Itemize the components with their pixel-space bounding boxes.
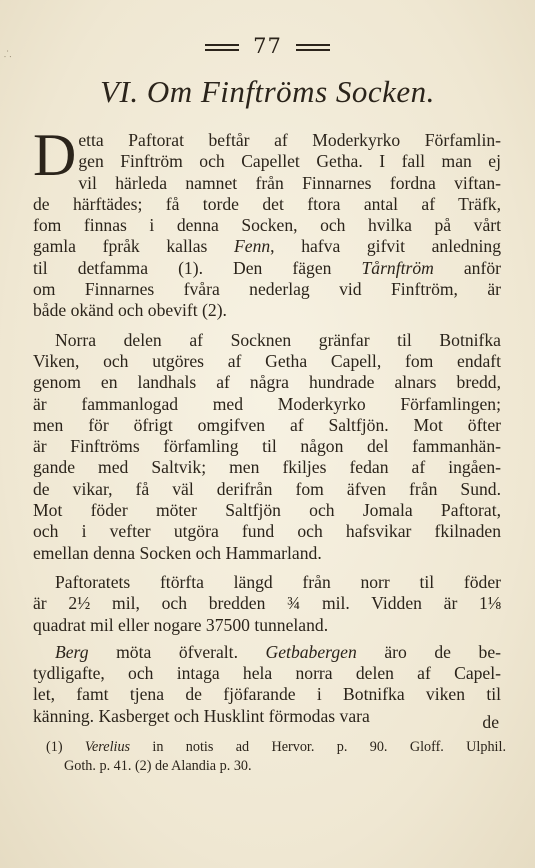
text-run: känning. Kasberget och Husklint förmodas vara	[33, 705, 370, 726]
text-line	[33, 215, 501, 236]
text-run: både okänd och obevift (2).	[33, 300, 227, 321]
paragraph	[33, 642, 501, 727]
text-line	[33, 394, 501, 415]
text-line	[33, 663, 501, 684]
text-line	[33, 258, 501, 279]
text-run: äro de be-	[356, 641, 501, 662]
text-run: Norra delen af Socknen gränfar til Botnifka	[55, 329, 501, 350]
text-line	[33, 330, 501, 351]
text-run: , hafva gifvit anledning	[270, 236, 501, 257]
text-run: om Finnarnes fvåra nederlag vid Finftröm, är	[33, 279, 501, 300]
text-run: tydligafte, och intaga hela norra delen af Capel-	[33, 663, 501, 684]
margin-mark: ⸫	[4, 50, 12, 60]
text-line	[33, 479, 501, 500]
paragraph	[33, 122, 501, 322]
text-run: de härftädes; få torde det ftora antal af Träfk,	[33, 193, 501, 214]
text-run: vil härleda namnet från Finnarnes fordna viftan-	[78, 172, 501, 193]
text-line	[33, 279, 501, 300]
header-rule-right	[296, 44, 330, 51]
text-line	[78, 151, 501, 172]
text-line	[33, 372, 501, 393]
text-line	[33, 543, 501, 564]
text-line	[33, 457, 501, 478]
footnote-line	[46, 738, 506, 757]
section-title: VI. Om Finftröms Socken.	[100, 74, 435, 109]
text-line	[33, 500, 501, 521]
text-run: let, famt tjena de fjöfarande i Botnifka viken til	[33, 684, 501, 705]
text-line	[33, 300, 501, 321]
footnote-line	[46, 757, 506, 776]
text-line	[78, 173, 501, 194]
text-line	[33, 706, 501, 727]
text-run: är fammanlogad med Moderkyrko Förfamlingen;	[33, 393, 501, 414]
italic-run: Fenn	[234, 236, 271, 257]
text-line	[33, 684, 501, 705]
text-line	[33, 593, 501, 614]
body-text	[33, 122, 501, 727]
text-run: Goth. p. 41. (2) de Alandia p. 30.	[64, 758, 252, 774]
text-run: är 2½ mil, och bredden ¾ mil. Vidden är 1⅛	[33, 593, 501, 614]
text-run: de vikar, få väl derifrån fom äfven från Sund.	[33, 478, 501, 499]
text-run: etta Paftorat beftår af Moderkyrko Förfamlin-	[78, 130, 501, 150]
text-run: men för öfrigt omgifven af Saltfjön. Mot öfter	[33, 414, 501, 435]
text-run: gen Finftröm och Capellet Getha. I fall man ej	[78, 151, 501, 172]
text-run: gande med Saltvik; men fkiljes fedan af ingåen-	[33, 457, 501, 478]
text-run: är Finftröms förfamling til någon del fammanhän-	[33, 436, 501, 457]
italic-run: Tårnftröm	[361, 257, 434, 278]
text-run: gamla fpråk kallas	[33, 236, 235, 257]
drop-cap: D	[33, 122, 77, 188]
page-number: 77	[253, 34, 282, 58]
text-line	[33, 521, 501, 542]
header-rule-left	[205, 44, 239, 51]
text-line	[33, 642, 501, 663]
text-run: anför	[433, 257, 501, 278]
text-run: Viken, och utgöres af Getha Capell, fom endaft	[33, 350, 501, 371]
text-run: Mot föder möter Saltfjön och Jomala Paftorat,	[33, 500, 501, 521]
italic-run: Verelius	[84, 739, 131, 755]
paragraph	[33, 572, 501, 636]
text-line	[33, 351, 501, 372]
text-run: in notis ad Hervor. p. 90. Gloff. Ulphil.	[130, 739, 506, 755]
text-line	[33, 415, 501, 436]
text-line	[33, 194, 501, 215]
italic-run: Berg	[55, 641, 89, 662]
text-run: quadrat mil eller nogare 37500 tunneland.	[33, 614, 329, 635]
text-run: emellan denna Socken och Hammarland.	[33, 542, 322, 563]
text-run: fom finnas i denna Socken, och hvilka på vårt	[33, 215, 501, 236]
text-run: Paftoratets ftörfta längd från norr til föder	[55, 571, 501, 592]
italic-run: Getbabergen	[265, 641, 357, 662]
text-line	[33, 615, 501, 636]
text-run: och i vefter utgöra fund och hafsvikar fkilnaden	[33, 521, 501, 542]
text-run: möta öfveralt.	[88, 641, 266, 662]
text-run: (1)	[46, 739, 85, 755]
paragraph	[33, 330, 501, 564]
text-line	[33, 436, 501, 457]
text-line	[33, 236, 501, 257]
text-line	[78, 130, 501, 151]
footnotes	[46, 738, 506, 776]
text-run: genom en landhals af några hundrade alnars bredd,	[33, 372, 501, 393]
page-header	[0, 34, 535, 58]
text-line	[33, 572, 501, 593]
catchword: de	[482, 712, 499, 732]
text-run: til detfamma (1). Den fägen	[33, 257, 362, 278]
